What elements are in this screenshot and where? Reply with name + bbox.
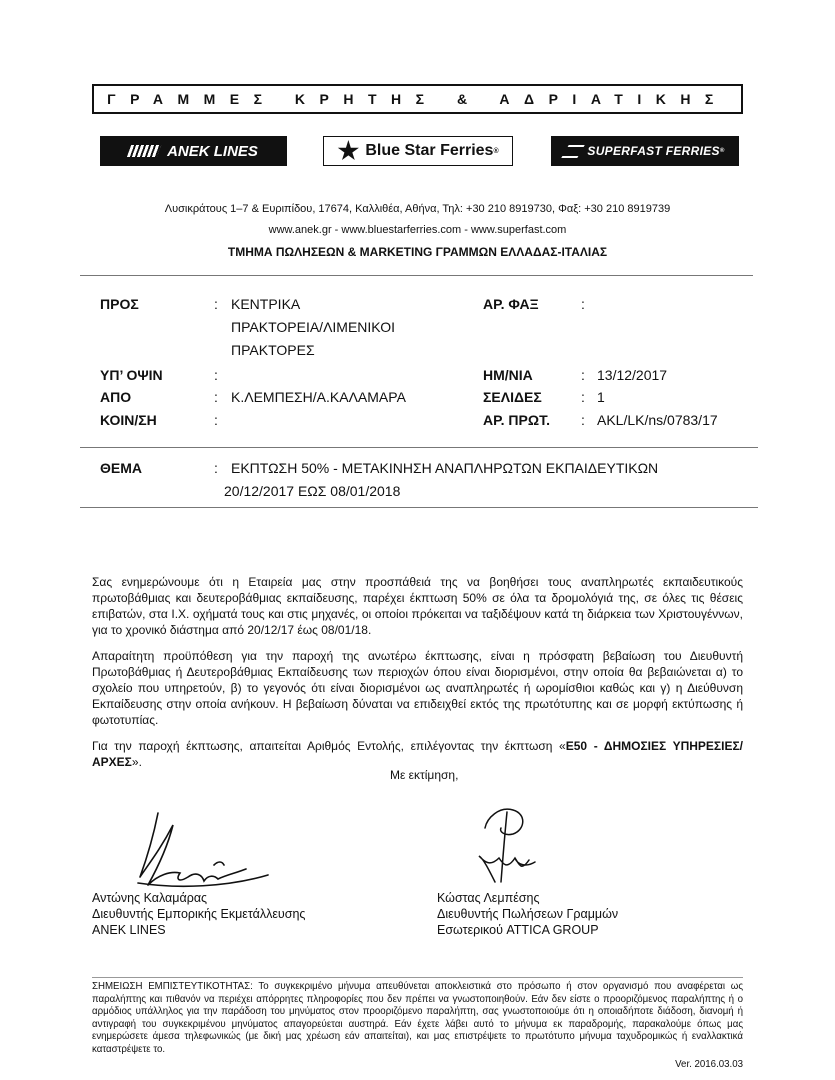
pros-label: ΠΡΟΣ — [100, 296, 139, 312]
bluestar-registered-mark: ® — [493, 147, 499, 155]
left-signatory-title: Διευθυντής Εμπορικής Εκμετάλλευσης — [92, 907, 306, 921]
left-signatory-name: Αντώνης Καλαμάρας — [92, 891, 208, 905]
superfast-ferries-logo — [551, 136, 739, 166]
company-banner: ΓΡΑΜΜΕΣ ΚΡΗΤΗΣ & ΑΔΡΙΑΤΙΚΗΣ — [92, 84, 743, 114]
document-version: Ver. 2016.03.03 — [675, 1059, 743, 1070]
date-colon: : — [581, 367, 585, 383]
left-signatory-company: ANEK LINES — [92, 923, 166, 937]
subject-line1: ΕΚΠΤΩΣΗ 50% - ΜΕΤΑΚΙΝΗΣΗ ΑΝΑΠΛΗΡΩΤΩΝ ΕΚΠΑΙΔΕΥΤΙΚΩΝ — [231, 460, 659, 476]
left-signatory — [92, 890, 305, 938]
confidentiality-note: ΣΗΜΕΙΩΣΗ ΕΜΠΙΣΤΕΥΤΙΚΟΤΗΤΑΣ: Το συγκεκριμένο μήνυμα απευθύνεται αποκλειστικά στο πρόσωπο ή στον οργανισμό που αναφέρεται ως παραλήπτης και πιθανόν να περιέχει απόρρητες πληροφορίες που δεν πρέπει να γνωστοποιηθούν. Εάν δεν είστε ο προοριζόμενος παραλήπτης ή ο αρμόδιος υπάλληλος για την παράδοση του μηνύματος στον προοριζόμενο παραλήπτη, σας γνωστοποιούμε ότι η οποιαδήποτε διάδοση, διανομή ή αντιγραφή του συγκεκριμένου μηνύματος απαγορεύεται αυστηρά. Εάν έχετε λάβει αυτό το μήνυμα εκ παραδρομής, παρακαλούμε όπως μας ενημερώσετε άμεσα τηλεφωνικώς (με δική μας χρέωση εάν απαιτείται), και μας επιστρέψετε το πρωτότυπο μήνυμα ταχυδρομικώς ή εναλλακτικά καταστρέψετε το. — [92, 981, 743, 1055]
pros-value-line1: ΚΕΝΤΡΙΚΑ — [231, 296, 301, 312]
body-paragraph-3 — [92, 738, 743, 770]
body-paragraph-2: Απαραίτητη προϋπόθεση για την παροχή της ανωτέρω έκπτωσης, είναι η πρόσφατη βεβαίωση του Διευθυντή Πρωτοβάθμιας ή Δευτεροβάθμιας Εκπαίδευσης των περιοχών όπου είναι διορισμένοι, στην οποία θα βεβαιώνεται α) το σχολείο που υπηρετούν, β) το γεγονός ότι είναι διορισμένοι ως αναπληρωτές ή ωρομίσθιοι καθώς και γ) η Διεύθυνση Εκπαίδευσης στην οποία ανήκουν. Η βεβαίωση δύναται να επιδειχθεί εκτός της πρωτότυπης και σε μορφή εκτύπωσης ή φωτοτυπίας. — [92, 649, 743, 727]
date-label: ΗΜ/ΝΙΑ — [483, 367, 533, 383]
koinsi-label: ΚΟΙΝ/ΣΗ — [100, 412, 157, 428]
anek-stripes-icon — [127, 145, 161, 157]
subject-top-divider — [80, 447, 758, 448]
anek-lines-logo — [100, 136, 287, 166]
right-signatory-name: Κώστας Λεμπέσης — [437, 891, 540, 905]
company-websites: www.anek.gr - www.bluestarferries.com - www.superfast.com — [268, 224, 567, 236]
apo-colon: : — [214, 389, 218, 405]
body-paragraph-1: Σας ενημερώνουμε ότι η Εταιρεία μας στην προσπάθειά της να βοηθήσει τους αναπληρωτές εκπαιδευτικούς πρωτοβάθμιας και δευτεροβάθμιας εκπαίδευσης, παρέχει έκπτωση 50% σε όλα τα δρομολόγιά της, σε όλες τις θέσεις επιβατών, στα Ι.Χ. οχήματά τους και στις μηχανές, οι οποίοι πρόκειται να ταξιδέψουν κατά τη διάρκεια των Χριστουγέννων, για το χρονικό διάστημα από 20/12/17 έως 08/01/18. — [92, 575, 743, 637]
right-signature-image — [455, 798, 565, 888]
bluestar-logo-text: Blue Star Ferries — [365, 142, 494, 159]
right-signatory — [437, 890, 618, 938]
subject-colon: : — [214, 460, 218, 476]
right-signatory-company: Εσωτερικού ATTICA GROUP — [437, 923, 599, 937]
pages-label: ΣΕΛΙΔΕΣ — [483, 389, 542, 405]
left-signature-image — [118, 805, 278, 895]
apo-value: Κ.ΛΕΜΠΕΣΗ/Α.ΚΑΛΑΜΑΡΑ — [231, 389, 406, 405]
blue-star-ferries-logo — [323, 136, 513, 166]
subject-line2: 20/12/2017 ΕΩΣ 08/01/2018 — [224, 483, 401, 499]
protocol-colon: : — [581, 412, 585, 428]
body-paragraph-3-end: ». — [131, 755, 142, 769]
koinsi-colon: : — [214, 412, 218, 428]
closing-text: Με εκτίμηση, — [390, 768, 459, 782]
department-title: ΤΜΗΜΑ ΠΩΛΗΣΕΩΝ & MARKETING ΓΡΑΜΜΩΝ ΕΛΛΑΔΑΣ-ΙΤΑΛΙΑΣ — [227, 245, 608, 259]
subject-bottom-divider — [80, 507, 758, 508]
pros-colon: : — [214, 296, 218, 312]
ypopsin-colon: : — [214, 367, 218, 383]
company-address: Λυσικράτους 1–7 & Ευριπίδου, 17674, Καλλιθέα, Αθήνα, Τηλ: +30 210 8919730, Φαξ: +30 210 8919739 — [164, 203, 671, 215]
anek-logo-text: ANEK LINES — [167, 142, 258, 160]
protocol-value: AKL/LK/ns/0783/17 — [597, 412, 718, 428]
superfast-registered-mark: ® — [719, 148, 725, 154]
apo-label: ΑΠΟ — [100, 389, 132, 405]
superfast-logo-text: SUPERFAST FERRIES — [587, 144, 720, 158]
pages-colon: : — [581, 389, 585, 405]
protocol-label: ΑΡ. ΠΡΩΤ. — [483, 412, 551, 428]
footer-divider — [92, 977, 743, 978]
header-divider — [80, 275, 753, 276]
discount-code: Ε50 - ΔΗΜΟΣΙΕΣ ΥΠΗΡΕΣΙΕΣ/ΑΡΧΕΣ — [92, 739, 744, 769]
date-value: 13/12/2017 — [597, 367, 668, 383]
right-signatory-title: Διευθυντής Πωλήσεων Γραμμών — [437, 907, 619, 921]
body-paragraph-3-start: Για την παροχή έκπτωσης, απαιτείται Αριθμός Εντολής, επιλέγοντας την έκπτωση « — [92, 739, 566, 753]
fax-colon: : — [581, 296, 585, 312]
ypopsin-label: ΥΠ’ ΟΨΙΝ — [100, 367, 163, 383]
superfast-wing-icon — [562, 145, 586, 158]
pages-value: 1 — [597, 389, 605, 405]
fax-label: ΑΡ. ΦΑΞ — [483, 296, 539, 312]
star-icon — [337, 140, 359, 162]
pros-value-line2: ΠΡΑΚΤΟΡΕΙΑ/ΛΙΜΕΝΙΚΟΙ — [231, 319, 395, 335]
pros-value-line3: ΠΡΑΚΤΟΡΕΣ — [231, 342, 315, 358]
subject-label: ΘΕΜΑ — [100, 460, 142, 476]
